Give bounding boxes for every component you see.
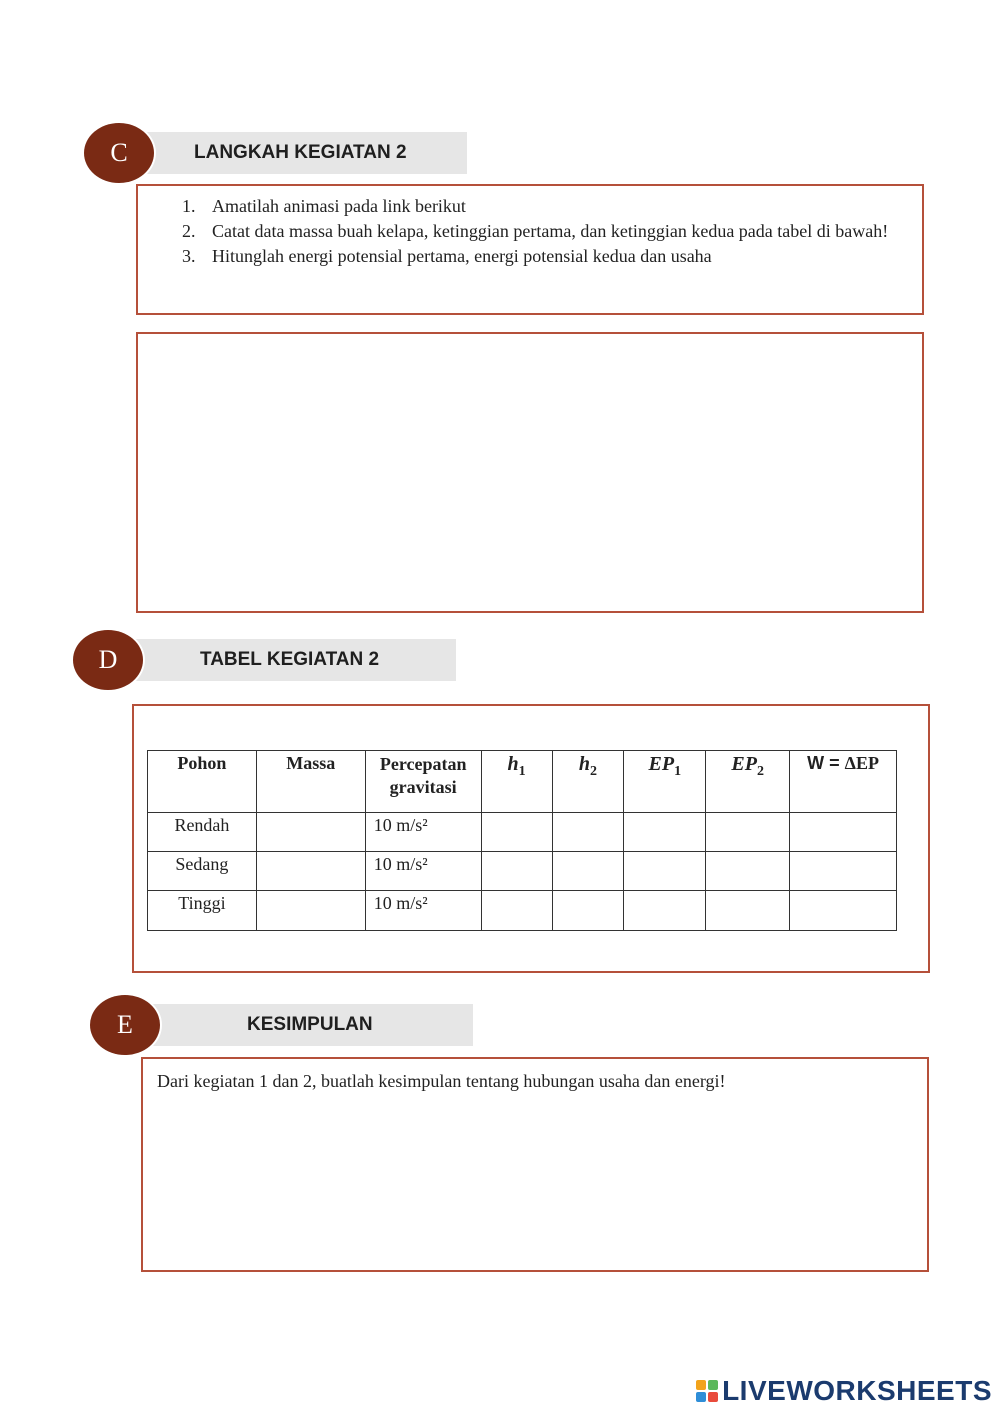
cell-massa-input[interactable] <box>256 852 365 891</box>
animation-box[interactable] <box>136 332 924 613</box>
cell-ep1-input[interactable] <box>624 813 706 852</box>
cell-ep2-input[interactable] <box>706 852 790 891</box>
section-e-badge <box>90 995 160 1055</box>
header-massa: Massa <box>256 751 365 813</box>
section-c-letter: C <box>110 138 128 167</box>
cell-gravitasi: 10 m/s² <box>365 891 481 931</box>
brand-text: LIVEWORKSHEETS <box>722 1375 992 1406</box>
step-number: 2. <box>182 221 196 241</box>
step-number: 3. <box>182 246 196 266</box>
cell-gravitasi: 10 m/s² <box>365 813 481 852</box>
steps-list <box>182 194 904 269</box>
cell-h2-input[interactable] <box>552 891 624 931</box>
step-text: Hitunglah energi potensial pertama, energi potensial kedua dan usaha <box>212 246 712 266</box>
conclusion-prompt: Dari kegiatan 1 dan 2, buatlah kesimpulan tentang hubungan usaha dan energi! <box>157 1071 726 1091</box>
list-item <box>182 244 904 269</box>
cell-h1-input[interactable] <box>481 891 552 931</box>
cell-pohon: Sedang <box>148 852 257 891</box>
cell-ep2-input[interactable] <box>706 813 790 852</box>
conclusion-box[interactable] <box>141 1057 929 1272</box>
cell-ep1-input[interactable] <box>624 891 706 931</box>
step-number: 1. <box>182 196 196 216</box>
step-text: Amatilah animasi pada link berikut <box>212 196 466 216</box>
data-table <box>147 750 897 931</box>
liveworksheets-icon <box>696 1380 718 1402</box>
cell-w-input[interactable] <box>790 813 897 852</box>
header-ep2: $EP_2$ <box>706 751 790 813</box>
cell-ep1-input[interactable] <box>624 852 706 891</box>
header-w: W = ΔEP <box>790 751 897 813</box>
header-h2: $h_2$ <box>552 751 624 813</box>
section-e-letter: E <box>117 1010 133 1039</box>
table-row <box>148 852 897 891</box>
table-row <box>148 813 897 852</box>
list-item <box>182 194 904 219</box>
header-percepatan: Percepatan gravitasi <box>365 751 481 813</box>
section-e-title: KESIMPULAN <box>247 1014 373 1035</box>
list-item <box>182 219 904 244</box>
step-text: Catat data massa buah kelapa, ketinggian pertama, dan ketinggian kedua pada tabel di bawah! <box>212 221 889 241</box>
section-d-badge <box>73 630 143 690</box>
liveworksheets-logo <box>696 1375 992 1407</box>
section-c-badge <box>84 123 154 183</box>
cell-massa-input[interactable] <box>256 891 365 931</box>
table-row <box>148 891 897 931</box>
table-header-row <box>148 751 897 813</box>
cell-pohon: Rendah <box>148 813 257 852</box>
header-ep1: $EP_1$ <box>624 751 706 813</box>
cell-gravitasi: 10 m/s² <box>365 852 481 891</box>
cell-massa-input[interactable] <box>256 813 365 852</box>
cell-w-input[interactable] <box>790 852 897 891</box>
cell-w-input[interactable] <box>790 891 897 931</box>
section-d-title: TABEL KEGIATAN 2 <box>200 649 380 670</box>
steps-box <box>136 184 924 315</box>
cell-pohon: Tinggi <box>148 891 257 931</box>
section-c-title-bar <box>140 132 467 174</box>
section-d-letter: D <box>98 645 118 674</box>
cell-h1-input[interactable] <box>481 813 552 852</box>
section-c-title: LANGKAH KEGIATAN 2 <box>194 142 407 163</box>
cell-ep2-input[interactable] <box>706 891 790 931</box>
cell-h2-input[interactable] <box>552 813 624 852</box>
section-d-title-bar <box>128 639 456 681</box>
header-pohon: Pohon <box>148 751 257 813</box>
header-h1: $h_1$ <box>481 751 552 813</box>
cell-h1-input[interactable] <box>481 852 552 891</box>
section-e-title-bar <box>146 1004 473 1046</box>
cell-h2-input[interactable] <box>552 852 624 891</box>
